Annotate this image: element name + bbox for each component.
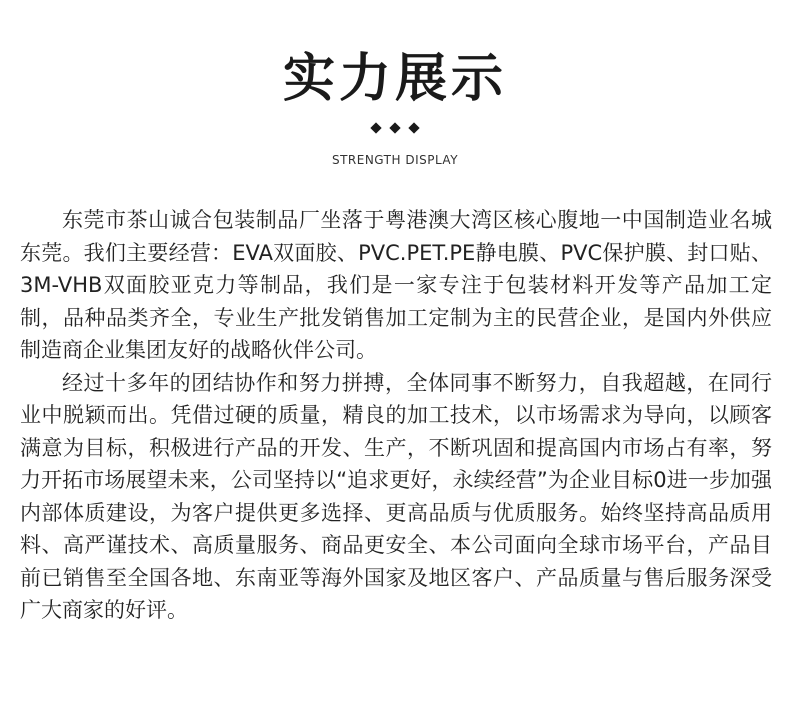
company-description bbox=[20, 204, 772, 627]
diamond-icon bbox=[408, 122, 419, 133]
history-paragraph: 经过十多年的团结协作和努力拼搏，全体同事不断努力，自我超越，在同行业中脱颖而出。凭借过硬的质量，精良的加工技术，以市场需求为导向，以顾客满意为目标，积极进行产品的开发、生产，不断巩固和提高国内市场占有率，努力开拓市场展望未来，公司坚持以“追求更好，永续经营”为企业目标0进一步加强内部体质建设，为客户提供更多选择、更高品质与优质服务。始终坚持高品质用料、高严谨技术、高质量服务、商品更安全、本公司面向全球市场平台，产品目前已销售至全国各地、东南亚等海外国家及地区客户、产品质量与售后服务深受广大商家的好评。 bbox=[20, 370, 772, 622]
diamond-icon bbox=[370, 122, 381, 133]
section-subtitle: STRENGTH DISPLAY bbox=[331, 153, 459, 167]
title-ornament bbox=[0, 124, 790, 132]
diamond-icon bbox=[389, 122, 400, 133]
section-title: 实力展示 bbox=[282, 49, 507, 109]
intro-paragraph: 东莞市茶山诚合包装制品厂坐落于粤港澳大湾区核心腹地一中国制造业名城东莞。我们主要经营：EVA双面胶、PVC.PET.PE静电膜、PVC保护膜、封口贴、3M-VHB双面胶亚克力等制品，我们是一家专注于包装材料开发等产品加工定制，品种品类齐全，专业生产批发销售加工定制为主的民营企业，是国内外供应制造商企业集团友好的战略伙伴公司。 bbox=[20, 208, 772, 362]
